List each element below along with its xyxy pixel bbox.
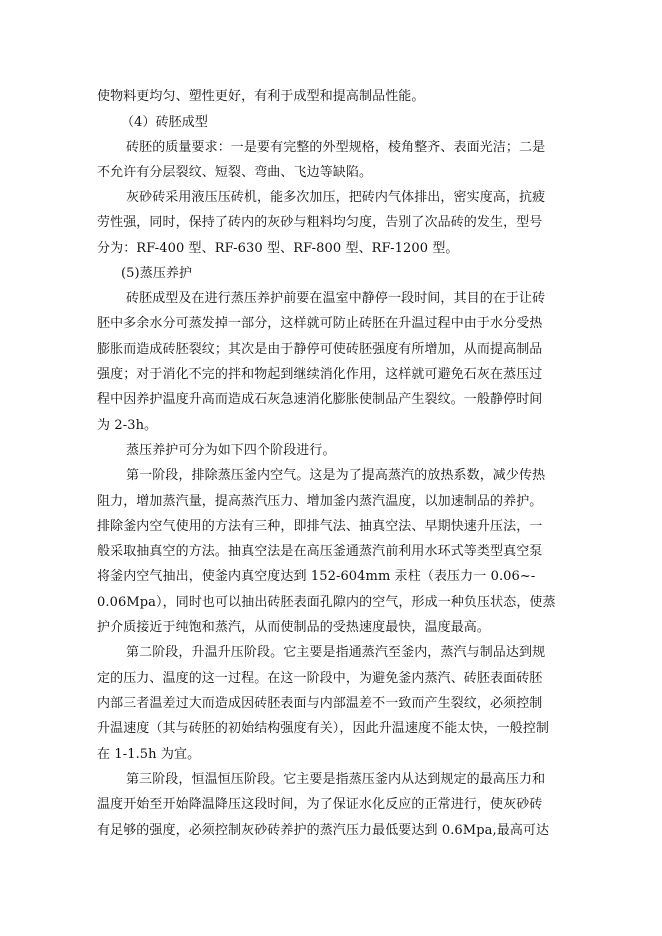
text-line: 有足够的强度，必须控制灰砂砖养护的蒸汽压力最低要达到 0.6Mpa,最高可达 <box>97 823 550 838</box>
section-heading-4: （4）砖胚成型 <box>121 115 208 130</box>
text-line: 第一阶段，排除蒸压釜内空气。这是为了提高蒸汽的放热系数，减少传热 <box>126 468 546 483</box>
text-line: 护介质接近于纯饱和蒸汽，从而使制品的受热速度最快，温度最高。 <box>97 620 491 635</box>
text-line: 般采取抽真空的方法。抽真空法是在高压釜通蒸汽前利用水环式等类型真空泵 <box>97 544 543 559</box>
text-line: 为 2-3h。 <box>97 418 158 433</box>
text-line: 第二阶段，升温升压阶段。它主要是指通蒸汽至釜内，蒸汽与制品达到规 <box>126 645 546 660</box>
text-line: 胚中多余水分可蒸发掉一部分，这样就可防止砖胚在升温过程中由于水分受热 <box>97 316 543 331</box>
text-line: 强度；对于消化不完的拌和物起到继续消化作用，这样就可避免石灰在蒸压过 <box>97 367 543 382</box>
text-line: 定的压力、温度的这一过程。在这一阶段中，为避免釜内蒸汽、砖胚表面砖胚 <box>97 671 543 686</box>
text-line: 排除釜内空气使用的方法有三种，即排气法、抽真空法、早期快速升压法，一 <box>97 519 543 534</box>
text-line: 膨胀而造成砖胚裂纹；其次是由于静停可使砖胚强度有所增加，从而提高制品 <box>97 342 543 357</box>
text-line: 在 1-1.5h 为宜。 <box>97 747 201 762</box>
text-line: 程中因养护温度升高而造成石灰急速消化膨胀使制品产生裂纹。一般静停时间 <box>97 392 543 407</box>
text-line: 将釜内空气抽出，使釜内真空度达到 152-604mm 汞柱（表压力一 0.06~- <box>97 569 536 584</box>
text-line: 砖胚成型及在进行蒸压养护前要在温室中静停一段时间，其目的在于让砖 <box>126 291 546 306</box>
text-line: 0.06Mpa），同时也可以抽出砖胚表面孔隙内的空气，形成一种负压状态，使蒸 <box>97 595 556 610</box>
text-line: 阻力，增加蒸汽量，提高蒸汽压力、增加釜内蒸汽温度，以加速制品的养护。 <box>97 494 543 509</box>
text-line: 第三阶段，恒温恒压阶段。它主要是指蒸压釜内从达到规定的最高压力和 <box>126 772 546 787</box>
text-line: 劳性强，同时，保持了砖内的灰砂与粗料均匀度，告别了次品砖的发生，型号 <box>97 215 543 230</box>
text-line: 蒸压养护可分为如下四个阶段进行。 <box>126 443 336 458</box>
text-line: 灰砂砖采用液压压砖机，能多次加压，把砖内气体排出，密实度高，抗疲 <box>126 190 546 205</box>
section-heading-5: (5)蒸压养护 <box>121 266 193 281</box>
text-line: 使物料更均匀、塑性更好，有利于成型和提高制品性能。 <box>97 89 425 104</box>
text-line: 内部三者温差过大而造成因砖胚表面与内部温差不一致而产生裂纹，必须控制 <box>97 696 543 711</box>
text-line: 分为：RF-400 型、RF-630 型、RF-800 型、RF-1200 型。 <box>97 241 459 256</box>
text-line: 砖胚的质量要求：一是要有完整的外型规格，棱角整齐、表面光洁；二是 <box>126 140 546 155</box>
text-line: 不允许有分层裂纹、短裂、弯曲、飞边等缺陷。 <box>97 165 373 180</box>
text-line: 温度开始至开始降温降压这段时间，为了保证水化反应的正常进行，使灰砂砖 <box>97 797 543 812</box>
text-line: 升温速度（其与砖胚的初始结构强度有关），因此升温速度不能太快，一般控制 <box>97 721 550 736</box>
